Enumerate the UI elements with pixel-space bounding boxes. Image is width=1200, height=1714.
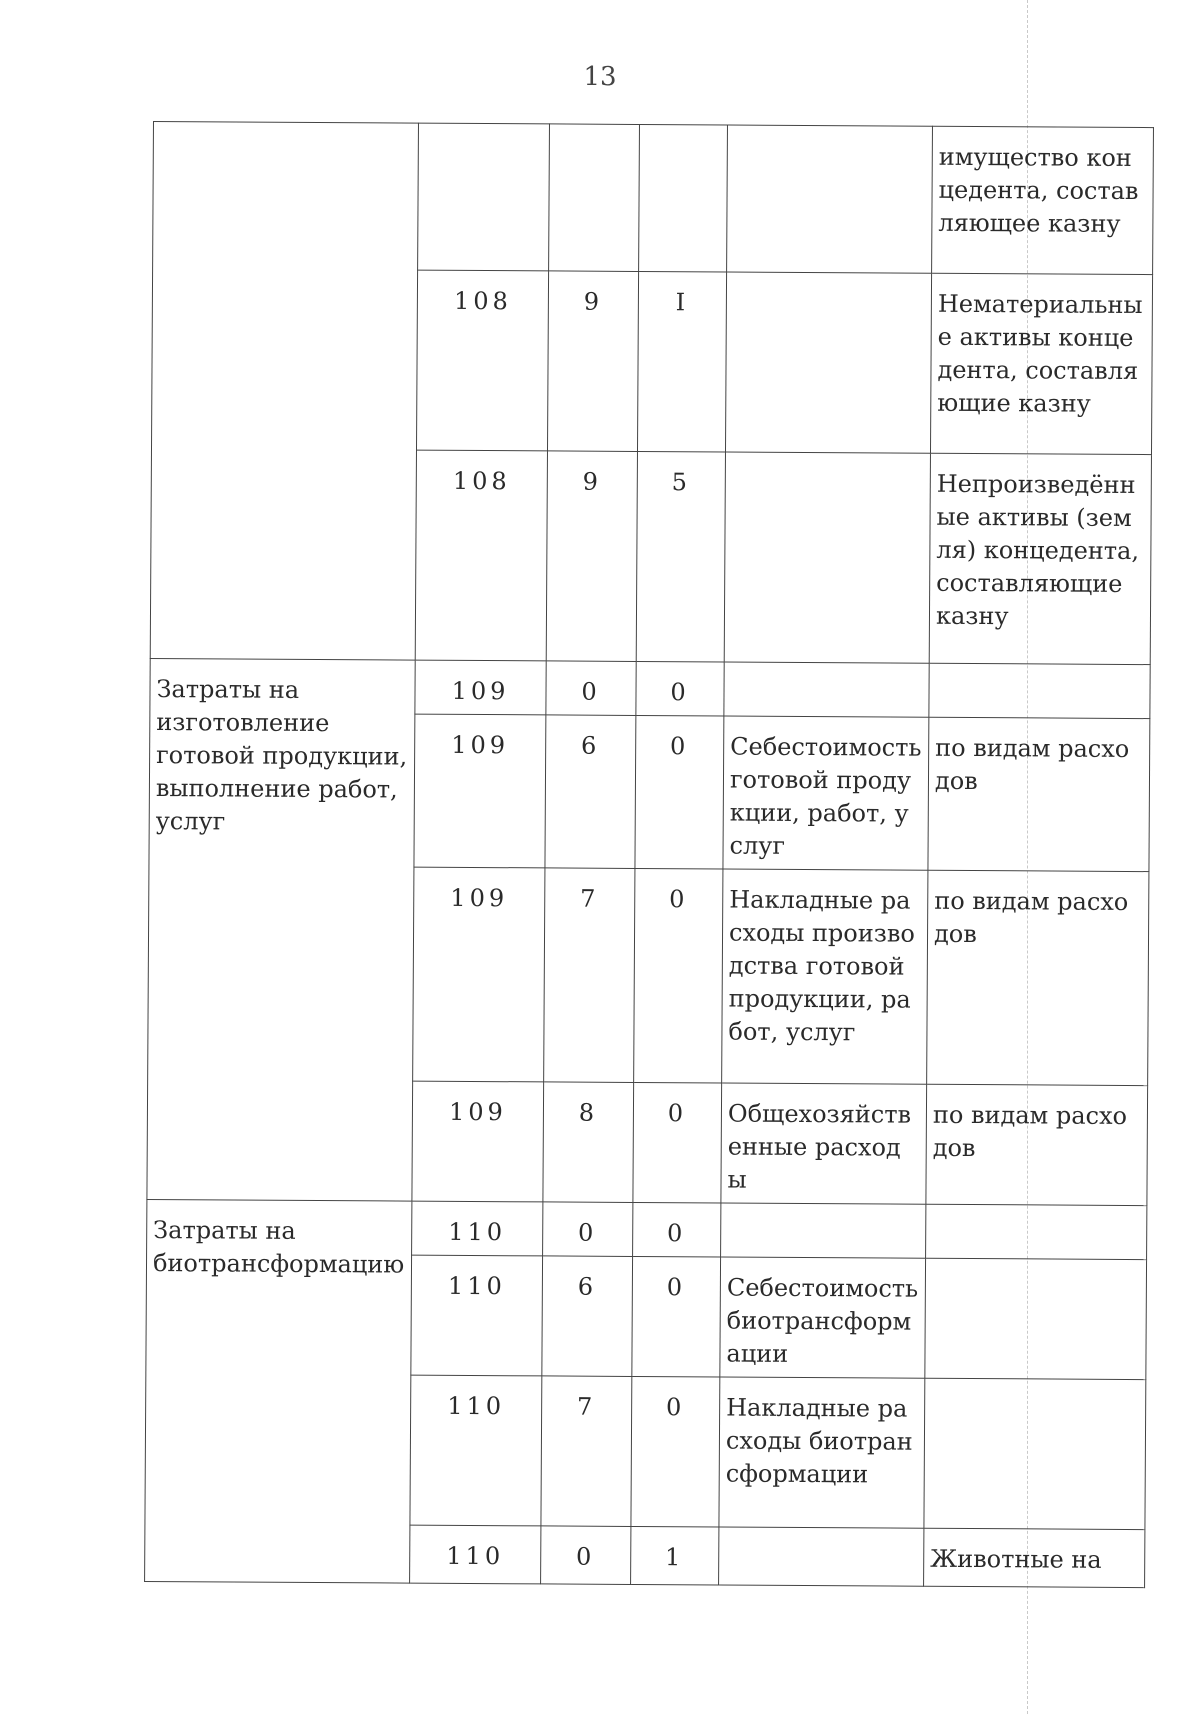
- account-code: 109: [414, 714, 546, 868]
- account-description: Себестоимость готовой продукции, работ, услуг: [723, 716, 929, 870]
- subaccount-code: 0: [541, 1526, 631, 1585]
- subaccount-code: 0: [546, 661, 636, 716]
- account-note: по видам расходов: [927, 870, 1149, 1085]
- account-description: Себестоимость биотрансформации: [720, 1257, 926, 1378]
- analytic-code: 0: [636, 661, 724, 716]
- account-note: [929, 663, 1150, 718]
- account-code: 109: [415, 660, 546, 715]
- account-note: имущество концедента, составляющее казну: [932, 126, 1154, 274]
- account-code: 109: [413, 867, 545, 1082]
- analytic-code: 0: [631, 1376, 720, 1527]
- account-description: [721, 1203, 926, 1258]
- analytic-code: 1: [631, 1526, 719, 1585]
- account-description: [724, 662, 929, 717]
- account-note: по видам расходов: [928, 717, 1150, 871]
- account-code: [418, 123, 550, 271]
- page-number: 13: [583, 62, 617, 92]
- subaccount-code: 7: [541, 1376, 632, 1527]
- subaccount-code: 8: [543, 1082, 634, 1203]
- group-label: Затраты на изготовление готовой продукции, выполнение работ, услуг: [147, 658, 415, 1201]
- account-description: [725, 272, 931, 453]
- account-code: 110: [412, 1201, 543, 1256]
- account-note: [926, 1204, 1147, 1259]
- subaccount-code: 6: [542, 1256, 633, 1377]
- account-description: Общехозяйственные расходы: [721, 1083, 927, 1204]
- subaccount-code: 9: [547, 271, 638, 452]
- group-label: Затраты на биотрансформацию: [145, 1199, 412, 1583]
- account-description: [727, 125, 933, 273]
- subaccount-code: 0: [543, 1202, 633, 1257]
- account-note: Нематериальные активы концедента, составляющие казну: [930, 273, 1152, 454]
- account-code: 110: [410, 1525, 541, 1584]
- account-code: 108: [415, 450, 547, 661]
- account-note: [925, 1258, 1147, 1379]
- accounts-table: [144, 121, 1154, 1588]
- account-description: [724, 452, 930, 663]
- account-note: [924, 1378, 1146, 1529]
- account-code: 109: [412, 1081, 544, 1202]
- account-note: Непроизведённые активы (земля) концедента, составляющие казну: [929, 453, 1151, 664]
- account-code: 108: [416, 270, 548, 451]
- subaccount-code: 9: [546, 451, 637, 662]
- subaccount-code: 7: [544, 868, 635, 1083]
- analytic-code: 0: [635, 715, 724, 869]
- account-note: Животные на: [924, 1528, 1145, 1587]
- account-note: по видам расходов: [926, 1084, 1148, 1205]
- account-description: Накладные расходы биотрансформации: [719, 1377, 925, 1528]
- table-row: [147, 1199, 1147, 1259]
- account-description: Накладные расходы производства готовой продукции, работ, услуг: [722, 869, 928, 1084]
- subaccount-code: 6: [545, 715, 636, 869]
- group-label: [150, 122, 418, 661]
- analytic-code: 0: [632, 1256, 721, 1377]
- analytic-code: 5: [636, 451, 725, 662]
- analytic-code: [639, 124, 728, 272]
- analytic-code: I: [637, 271, 726, 452]
- analytic-code: 0: [633, 1202, 721, 1257]
- analytic-code: 0: [634, 868, 723, 1083]
- table-row: [150, 658, 1150, 718]
- account-code: 110: [410, 1375, 542, 1526]
- account-code: 110: [411, 1255, 543, 1376]
- analytic-code: 0: [633, 1082, 722, 1203]
- subaccount-code: [549, 124, 640, 272]
- table-row: [153, 122, 1154, 275]
- account-description: [719, 1527, 924, 1586]
